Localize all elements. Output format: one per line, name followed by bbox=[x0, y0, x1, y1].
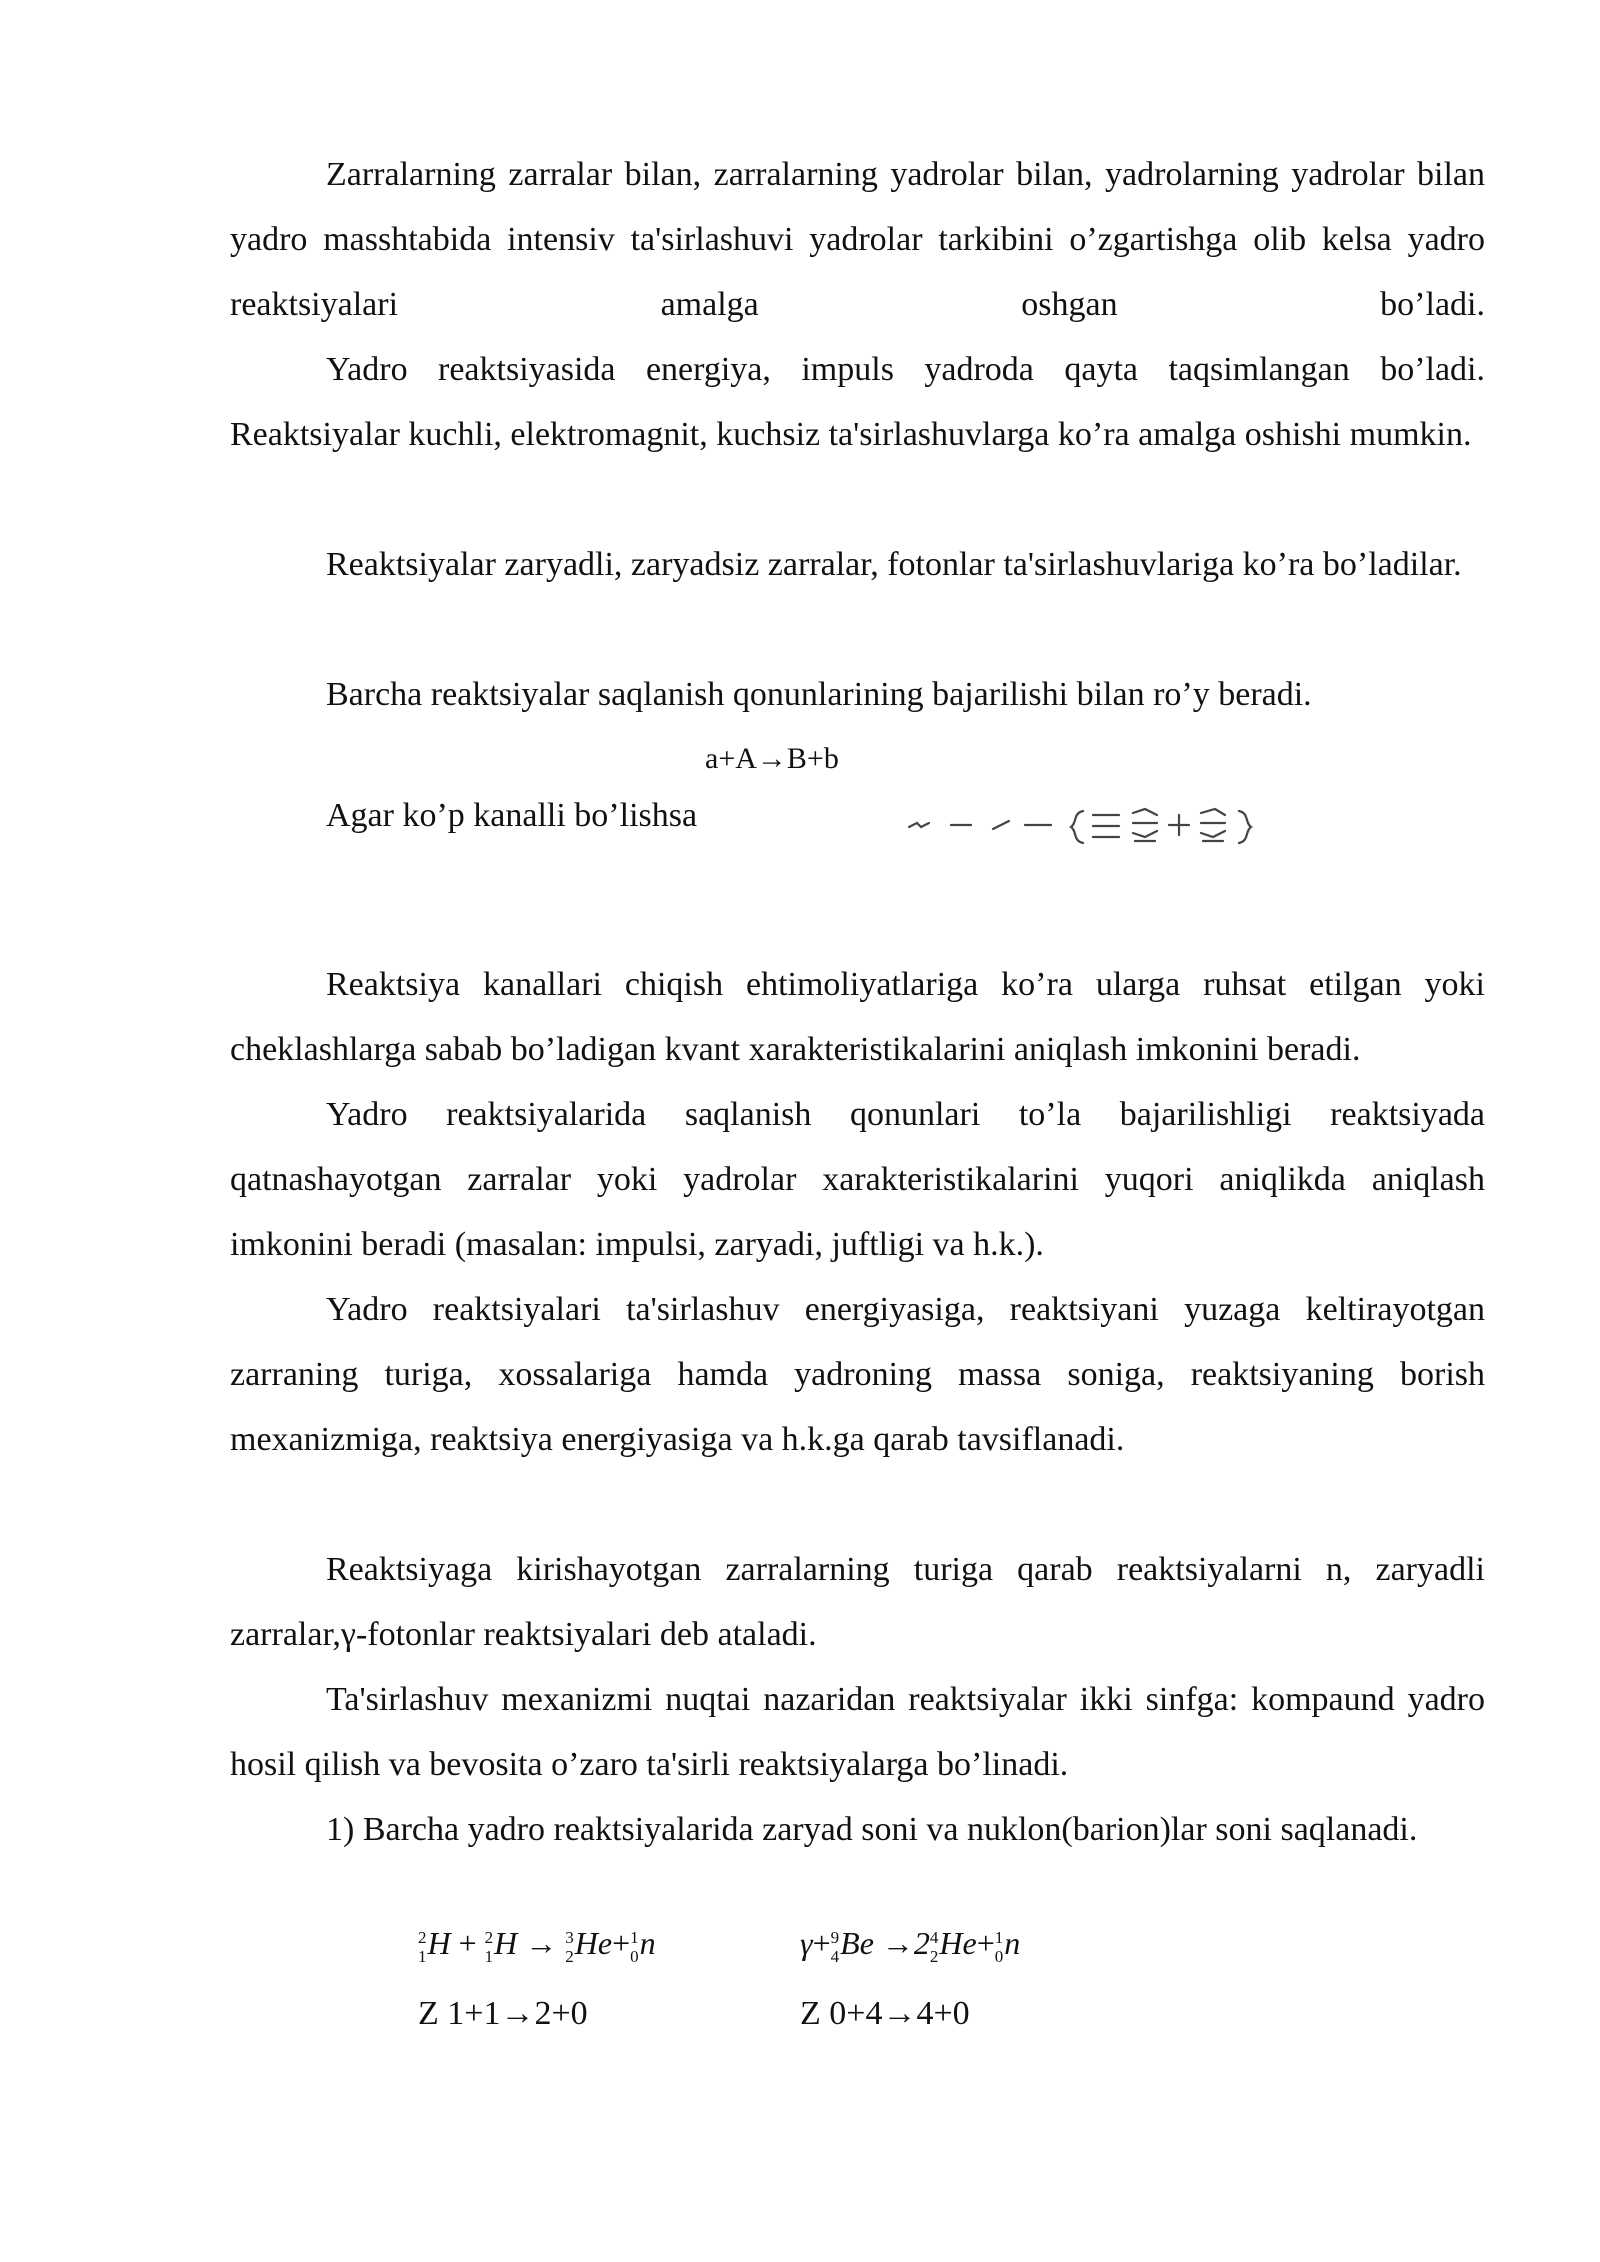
mass-charge-index: 2 1 bbox=[484, 1927, 494, 1966]
mass-charge-index: 4 2 bbox=[929, 1927, 939, 1966]
paragraph-4: Barcha reaktsiyalar saqlanish qonunlarining bajarilishi bilan ro’y beradi. bbox=[326, 676, 1312, 713]
paragraph-1: Zarralarning zarralar bilan, zarralarning yadrolar bilan, yadrolarning yadrolar bilan yadro masshtabida intensiv ta'sirlashuvi yadrolar tarkibini o’zgartishga olib kelsa yadro reaktsiyalari amalga oshgan bo’ladi. bbox=[230, 156, 1485, 323]
paragraph-7: Yadro reaktsiyalari ta'sirlashuv energiyasiga, reaktsiyani yuzaga keltirayotgan zarraning turiga, xossalariga hamda yadroning massa soniga, reaktsiyaning borish mexanizmiga, reaktsiya energiyasiga va h.k.ga qarab tavsiflanadi. bbox=[230, 1291, 1485, 1458]
paragraph-10: 1) Barcha yadro reaktsiyalarida zaryad soni va nuklon(barion)lar soni saqlanadi. bbox=[326, 1811, 1418, 1848]
charge-balance-2: Z 0+4→4+0 bbox=[800, 1995, 970, 2032]
general-reaction-formula: a+A→B+b bbox=[705, 742, 839, 775]
mass-charge-index: 1 0 bbox=[630, 1927, 639, 1966]
paragraph-3: Reaktsiyalar zaryadli, zaryadsiz zarralar, fotonlar ta'sirlashuvlariga ko’ra bo’ladilar. bbox=[326, 546, 1462, 583]
charge-balance-1: Z 1+1→2+0 bbox=[418, 1995, 588, 2032]
mass-charge-index: 3 2 bbox=[565, 1927, 574, 1966]
mass-charge-index: 2 1 bbox=[418, 1927, 427, 1966]
reaction-deuterium-fusion: 2 1 H + 2 1 H → 3 2 He+ 1 0 n bbox=[418, 1925, 656, 1966]
mass-charge-index: 1 0 bbox=[994, 1927, 1004, 1966]
mass-charge-index: 9 4 bbox=[830, 1927, 840, 1966]
paragraph-9: Ta'sirlashuv mexanizmi nuqtai nazaridan reaktsiyalar ikki sinfga: kompaund yadro hosil qilish va bevosita o’zaro ta'sirli reaktsiyalarga bo’linadi. bbox=[230, 1681, 1485, 1783]
multichannel-label: Agar ko’p kanalli bo’lishsa bbox=[326, 797, 698, 834]
reaction-photo-beryllium: γ+ 9 4 Be →2 4 2 He+ 1 0 n bbox=[800, 1925, 1021, 1966]
paragraph-5: Reaktsiya kanallari chiqish ehtimoliyatlariga ko’ra ularga ruhsat etilgan yoki cheklashlarga sabab bo’ladigan kvant xarakteristikalarini aniqlash imkonini beradi. bbox=[230, 966, 1485, 1068]
paragraph-6: Yadro reaktsiyalarida saqlanish qonunlari to’la bajarilishligi reaktsiyada qatnashayotgan zarralar yoki yadrolar xarakteristikalarini yuqori aniqlikda aniqlash imkonini beradi (masalan: impulsi, zaryadi, juftligi va h.k.). bbox=[230, 1096, 1485, 1263]
paragraph-2: Yadro reaktsiyasida energiya, impuls yadroda qayta taqsimlangan bo’ladi. Reaktsiyalar kuchli, elektromagnit, kuchsiz ta'sirlashuvlarga ko’ra amalga oshishi mumkin. bbox=[230, 351, 1485, 453]
paragraph-8: Reaktsiyaga kirishayotgan zarralarning turiga qarab reaktsiyalarni n, zaryadli zarralar,γ-fotonlar reaktsiyalari deb ataladi. bbox=[230, 1551, 1485, 1653]
multichannel-reaction-formula bbox=[905, 805, 1325, 849]
